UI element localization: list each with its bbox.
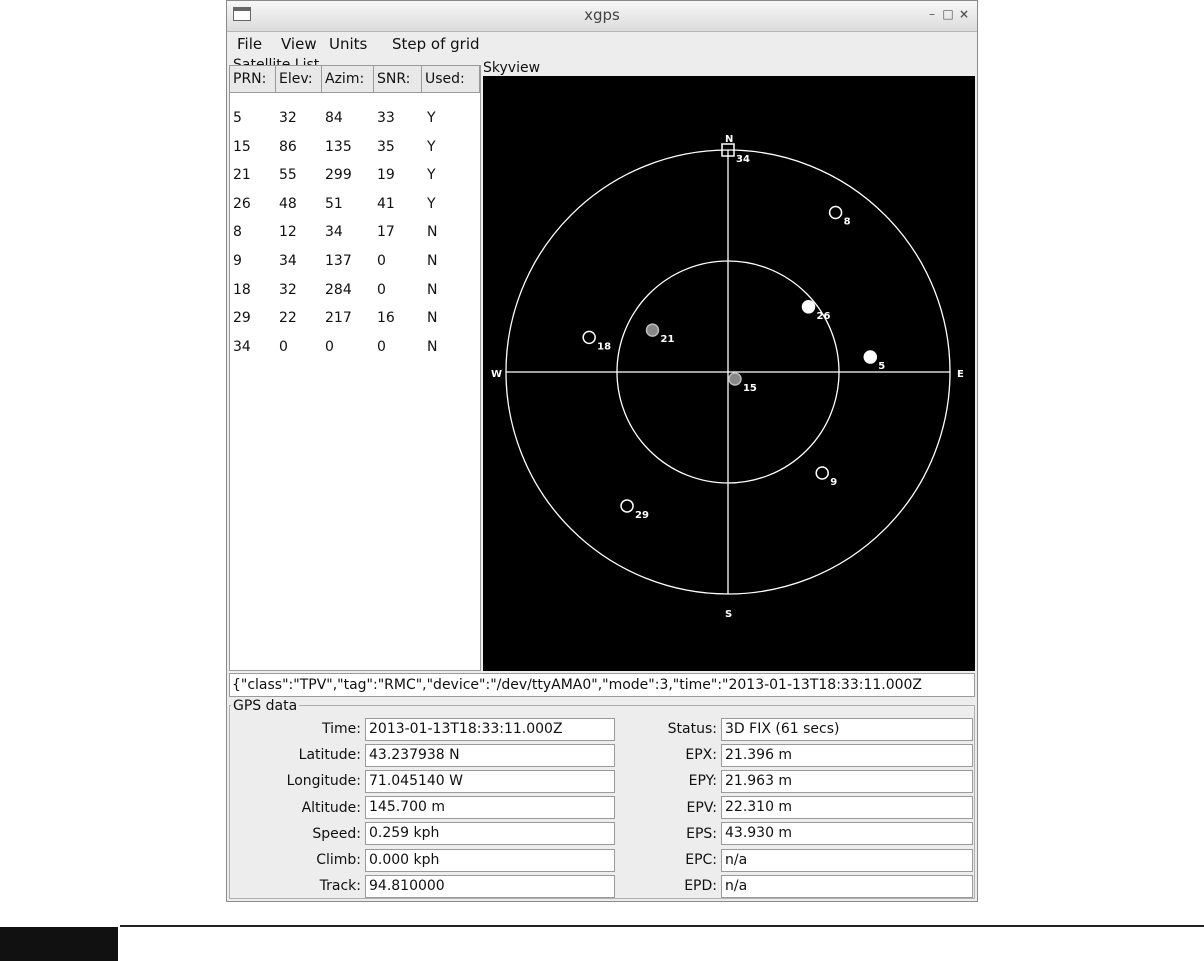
satellite-used: N [427,224,438,241]
satellite-used: Y [427,110,436,126]
gps-right-value[interactable]: 21.963 m [721,770,973,793]
gps-right-value[interactable]: 21.396 m [721,744,973,767]
skyview-title: Skyview [483,60,541,76]
satellite-azim: 137 [325,253,352,269]
skyview-panel [483,76,975,671]
gps-left-value[interactable]: 43.237938 N [365,744,615,767]
satellite-row[interactable] [230,133,480,161]
satellite-elev: 34 [279,253,297,269]
minimize-button[interactable]: – [929,7,935,21]
satellite-row[interactable] [230,304,480,332]
gps-right-label: Status: [667,721,717,737]
satellite-prn: 29 [233,310,251,327]
satellite-prn: 8 [233,224,242,241]
satellite-marker [816,467,828,479]
satellite-azim: 51 [325,195,343,212]
satellite-row[interactable] [230,247,480,275]
gps-left-label: Latitude: [298,747,361,764]
satellite-snr: 0 [377,338,386,355]
satellite-snr: 19 [377,167,395,184]
satellite-prn: 34 [233,338,251,355]
menu-file[interactable]: File [237,35,263,53]
satellite-row[interactable] [230,276,480,304]
satellite-marker-label: 26 [816,310,831,322]
satellite-elev: 0 [279,338,288,355]
satellite-marker-label: 15 [742,382,757,394]
satellite-used: N [427,310,438,327]
satellite-snr: 33 [377,110,395,126]
close-button[interactable]: × [958,7,970,21]
satellite-used: Y [427,138,436,155]
satellite-prn: 26 [233,195,251,212]
satellite-elev: 12 [279,224,297,241]
satellite-snr: 0 [377,281,386,298]
gps-right-label: EPC: [685,852,717,868]
window-title: xgps [584,6,620,24]
satellite-marker [729,373,741,385]
gps-left-value[interactable]: 2013-01-13T18:33:11.000Z [365,718,615,741]
satellite-used: Y [427,167,436,184]
gps-right-label: EPY: [688,773,717,790]
satellite-marker-label: 21 [660,334,675,346]
column-header-prn[interactable]: PRN: [230,66,276,92]
satellite-azim: 84 [325,110,343,126]
satellite-marker [830,206,842,218]
compass-n: N [725,134,734,145]
satellite-markers [583,144,885,521]
satellite-prn: 15 [233,138,251,155]
gps-right-value[interactable]: n/a [721,875,973,898]
satellite-azim: 217 [325,310,352,327]
satellite-azim: 284 [325,281,352,298]
satellite-prn: 18 [233,281,251,298]
satellite-marker-label: 34 [736,154,750,165]
satellite-elev: 32 [279,281,297,298]
satellite-marker-label: 8 [843,216,851,228]
satellite-row[interactable] [230,190,480,218]
column-header-used[interactable]: Used: [422,66,480,92]
menu-view[interactable]: View [281,35,317,53]
satellite-used: Y [427,195,436,212]
gps-right-label: EPD: [684,878,717,895]
satellite-prn: 5 [233,110,242,126]
menu-units[interactable]: Units [329,35,368,53]
satellite-azim: 299 [325,167,352,184]
satellite-snr: 41 [377,195,395,212]
gps-right-value[interactable]: n/a [721,849,973,872]
skyview-plot [483,76,975,671]
satellite-snr: 35 [377,138,395,155]
compass-e: E [957,369,964,380]
satellite-marker [646,324,658,336]
gps-right-value[interactable]: 22.310 m [721,796,973,819]
satellite-used: N [427,281,438,298]
satellite-row[interactable] [230,161,480,189]
satellite-list [229,65,481,671]
satellite-marker-label: 9 [830,477,838,489]
satellite-prn: 9 [233,253,242,269]
satellite-prn: 21 [233,167,251,184]
gps-right-label: EPS: [686,825,717,842]
gps-left-value[interactable]: 71.045140 W [365,770,615,793]
gps-left-value[interactable]: 0.000 kph [365,849,615,872]
satellite-row[interactable] [230,218,480,246]
satellite-row[interactable] [230,333,480,361]
satellite-marker [864,351,876,363]
satellite-marker-label: 5 [878,361,886,373]
compass-w: W [491,369,503,380]
satellite-snr: 16 [377,310,395,327]
gps-left-label: Time: [322,721,361,737]
page-rule [120,925,1204,927]
gps-left-label: Speed: [312,825,361,842]
gps-left-label: Altitude: [301,799,361,816]
satellite-marker-label: 29 [635,509,649,521]
page-black-block [0,927,118,961]
title-bar[interactable] [227,1,977,32]
satellite-azim: 135 [325,138,352,155]
gps-left-label: Climb: [316,852,361,868]
satellite-elev: 48 [279,195,297,212]
gps-left-value[interactable]: 0.259 kph [365,822,615,845]
gps-left-label: Track: [319,878,361,895]
gps-right-label: EPV: [686,799,717,816]
satellite-row[interactable] [230,104,480,132]
satellite-marker [803,301,815,313]
satellite-marker [621,500,633,512]
satellite-used: N [427,253,438,269]
compass-s: S [725,609,733,620]
satellite-snr: 0 [377,253,386,269]
gps-left-value[interactable]: 94.810000 [365,875,615,898]
satellite-used: N [427,338,438,355]
raw-json-line[interactable]: {"class":"TPV","tag":"RMC","device":"/dev/ttyAMA0","mode":3,"time":"2013-01-13T18:33:11.000Z [229,673,975,697]
maximize-button[interactable]: □ [942,7,954,21]
satellite-elev: 86 [279,138,297,155]
satellite-elev: 32 [279,110,297,126]
gps-left-label: Longitude: [286,773,361,790]
column-header-azim[interactable]: Azim: [322,66,374,92]
xgps-window [226,0,978,902]
satellite-snr: 17 [377,224,395,241]
satellite-azim: 34 [325,224,343,241]
column-header-snr[interactable]: SNR: [374,66,422,92]
gps-right-label: EPX: [685,747,717,764]
column-header-elev[interactable]: Elev: [276,66,322,92]
menu-step-of-grid[interactable]: Step of grid [392,35,480,53]
gps-left-value[interactable]: 145.700 m [365,796,615,819]
satellite-marker [583,331,595,343]
gps-data-title: GPS data [233,698,298,714]
satellite-azim: 0 [325,338,334,355]
gps-right-value[interactable]: 3D FIX (61 secs) [721,718,973,741]
satellite-elev: 55 [279,167,297,184]
satellite-list-header [230,66,480,93]
gps-right-value[interactable]: 43.930 m [721,822,973,845]
satellite-marker-label: 18 [597,341,612,353]
satellite-elev: 22 [279,310,297,327]
menu-bar [227,32,977,56]
